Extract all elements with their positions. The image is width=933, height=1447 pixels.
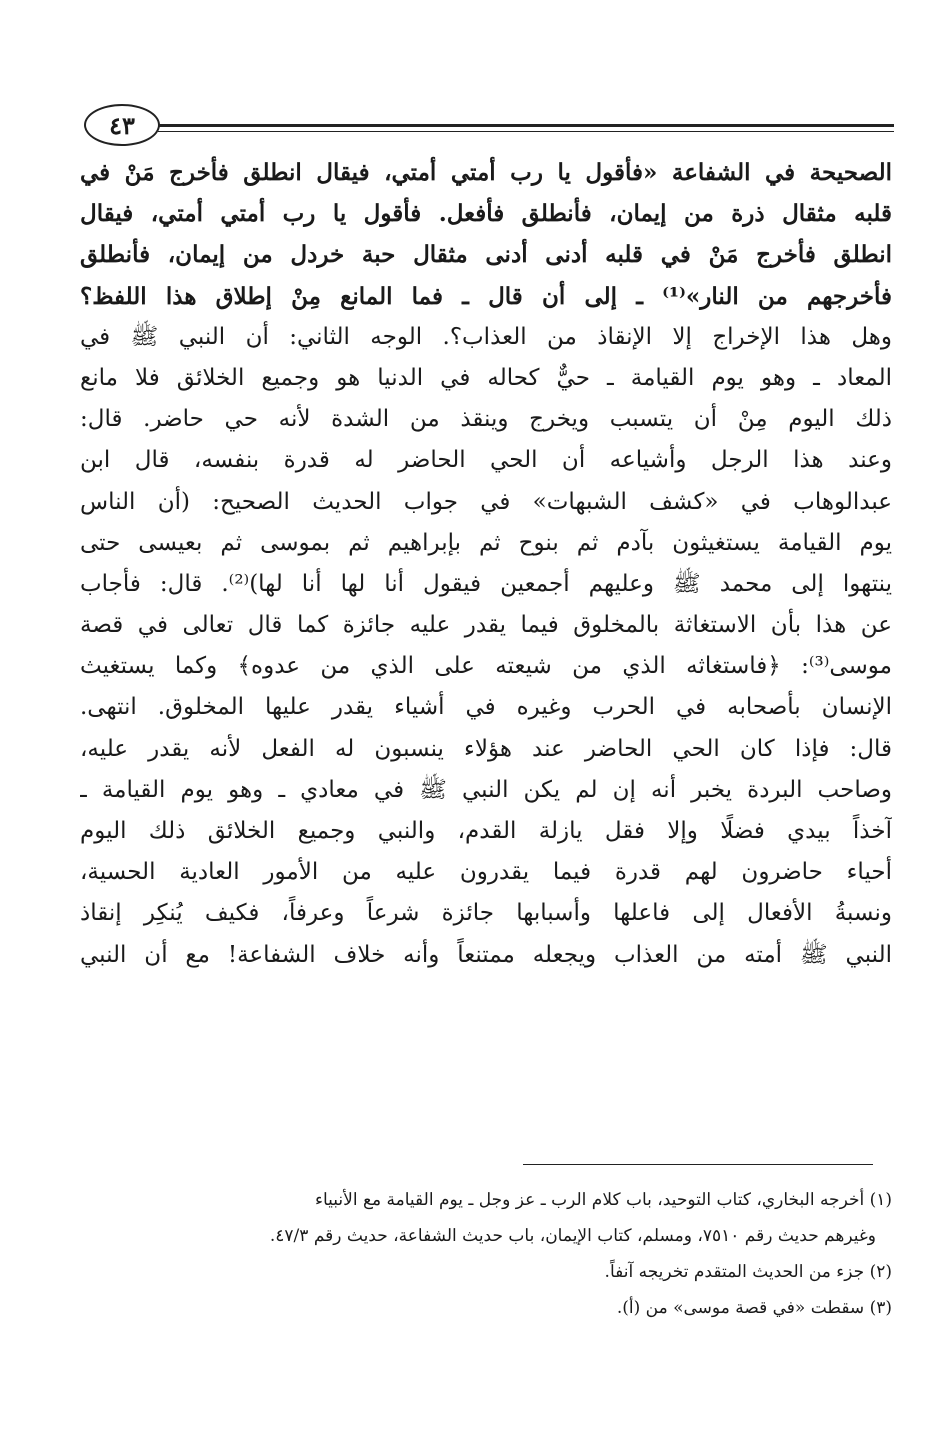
text-line: عن هذا بأن الاستغاثة بالمخلوق فيما يقدر عليه جائزة كما قال تعالى في قصة [80, 612, 892, 639]
page-header [84, 104, 894, 148]
text-line: انطلق فأخرج مَنْ في قلبه أدنى أدنى مثقال حبة خردل من إيمان، فأنطلق [80, 241, 892, 269]
footnote-3: (٣) سقطت «في قصة موسى» من (أ). [616, 1298, 892, 1318]
text-line: ونسبةُ الأفعال إلى فاعلها وأسبابها جائزة شرعاً وعرفاً، فكيف يُنكِر إنقاذ [80, 900, 892, 927]
page-number: ٤٣ [84, 104, 160, 146]
footnotes [80, 1182, 892, 1326]
text-line: النبي ﷺ أمته من العذاب ويجعله ممتنعاً وأنه خلاف الشفاعة! مع أن النبي [80, 941, 892, 968]
text-line: موسى⁽³⁾: ﴿فاستغاثه الذي من شيعته على الذي من عدوه﴾ وكما يستغيث [80, 653, 892, 680]
text-line: فأخرجهم من النار»⁽¹⁾ ـ إلى أن قال ـ فما المانع مِنْ إطلاق هذا اللفظ؟ [80, 282, 892, 310]
text-line: وصاحب البردة يخبر أنه إن لم يكن النبي ﷺ في معادي ـ وهو يوم القيامة ـ [80, 776, 892, 803]
text-line: ذلك اليوم مِنْ أن يتسبب ويخرج وينقذ من الشدة لأنه حي حاضر. قال: [80, 406, 892, 433]
text-line: قلبه مثقال ذرة من إيمان، فأنطلق فأفعل. فأقول يا رب أمتي أمتي، فيقال [80, 200, 892, 228]
footnote-2: (٢) جزء من الحديث المتقدم تخريجه آنفاً. [604, 1262, 892, 1282]
text-line: وعند هذا الرجل وأشياعه أن الحي الحاضر له قدرة بنفسه، قال ابن [80, 447, 892, 474]
text-line: ينتهوا إلى محمد ﷺ وعليهم أجمعين فيقول أنا لها أنا لها)⁽²⁾. قال: فأجاب [80, 570, 892, 597]
text-line: الإنسان بأصحابه في الحرب وغيره في أشياء يقدر عليها المخلوق. انتهى. [80, 694, 892, 721]
footnote-separator [523, 1164, 873, 1165]
main-text [80, 152, 892, 1142]
text-line: آخذاً بيدي فضلًا وإلا فقل يازلة القدم، والنبي وجميع الخلائق ذلك اليوم [80, 818, 892, 844]
text-line: عبدالوهاب في «كشف الشبهات» في جواب الحديث الصحيح: (أن الناس [80, 488, 892, 515]
footnote-1-continued: وغيرهم حديث رقم ٧٥١٠، ومسلم، كتاب الإيمان، باب حديث الشفاعة، حديث رقم ٤٧/٣. [269, 1226, 876, 1246]
text-line: وهل هذا الإخراج إلا الإنقاذ من العذاب؟. الوجه الثاني: أن النبي ﷺ في [80, 323, 892, 350]
text-line: أحياء حاضرون لهم قدرة فيما يقدرون عليه من الأمور العادية الحسية، [80, 859, 892, 886]
text-line: المعاد ـ وهو يوم القيامة ـ حيٌّ كحاله في الدنيا هو وجميع الخلائق فلا مانع [80, 364, 892, 391]
text-line: قال: فإذا كان الحي الحاضر عند هؤلاء ينسبون له الفعل لأنه يقدر عليه، [80, 735, 892, 762]
header-rule-thick [158, 124, 894, 127]
text-line: الصحيحة في الشفاعة «فأقول يا رب أمتي أمتي، فيقال انطلق فأخرج مَنْ في [80, 159, 892, 186]
header-rule-thin [158, 131, 894, 132]
footnote-1: (١) أخرجه البخاري، كتاب التوحيد، باب كلام الرب ـ عز وجل ـ يوم القيامة مع الأنبياء [314, 1190, 892, 1210]
text-line: يوم القيامة يستغيثون بآدم ثم بنوح ثم بإبراهيم ثم بموسى ثم بعيسى حتى [80, 529, 892, 556]
